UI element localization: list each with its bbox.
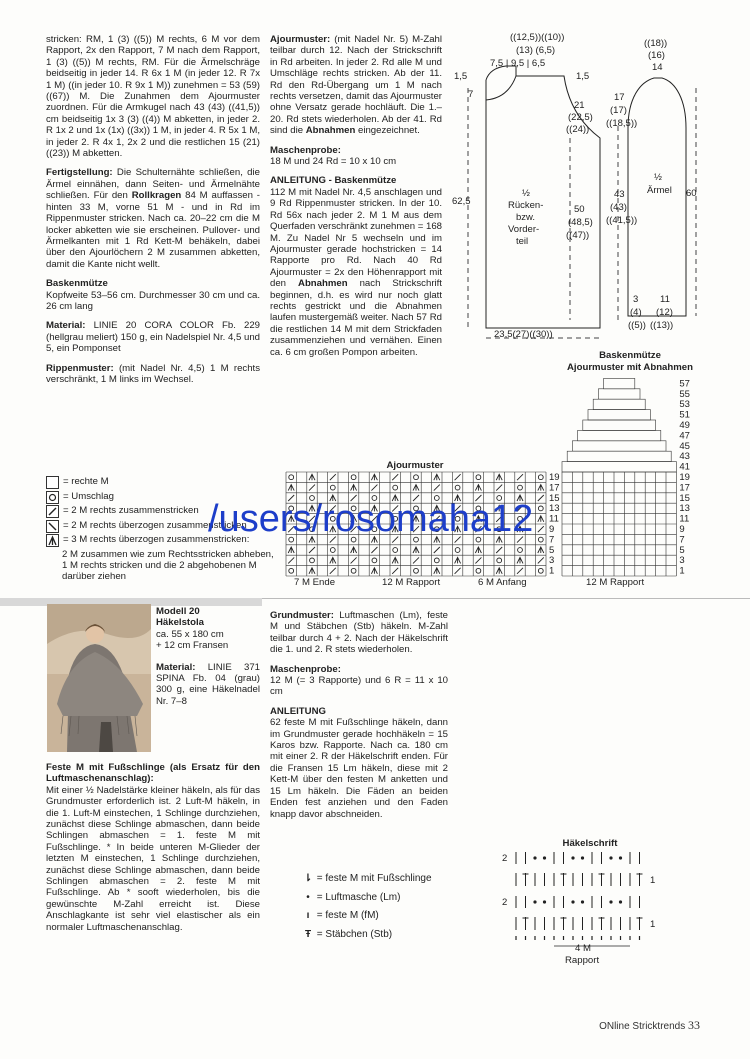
k2tog-mark [413,557,419,563]
rollkragen-heading: Rollkragen [131,190,182,202]
sk2p-mark [288,547,294,553]
dim-b4: (4) [630,307,642,318]
grund-heading: Grundmuster: [270,610,334,621]
legend-text-ssk: = 2 M rechts überzogen zusammenstricken [63,519,247,531]
dim-485: (48,5) [568,217,593,228]
crochet-legend-text-2: = feste M (fM) [316,910,379,921]
label-half-sleeve: ½ [654,172,662,183]
ajour-row-number: 19 [549,472,560,483]
yarn-over-mark [330,485,335,490]
ssk-icon [46,520,59,533]
basken-text: Kopfweite 53–56 cm. Durchmesser 30 cm und ca. 26 cm lang [46,289,260,312]
basken-top-row-number: 41 [679,461,690,473]
yarn-over-mark [538,506,543,511]
crochet-legend-fm [302,907,482,926]
haekel-row-number: 2 [502,897,508,908]
yarn-over-mark [310,558,315,563]
chain-mark [571,900,574,903]
sk2p-mark [413,485,419,491]
k2tog-mark [496,485,502,491]
ajour-row-number: 17 [549,482,560,494]
legend-row-rechte [46,476,276,489]
model-photo [47,604,151,752]
yarn-over-mark [289,568,294,573]
maschenprobe-heading: Maschenprobe: [270,144,341,156]
yarn-over-mark [434,558,439,563]
haekel-title: Häkelschrift [562,838,618,849]
label-aermel: Ärmel [647,185,672,196]
yarn-over-mark [518,548,523,553]
ajour-chart-title: Ajourmuster [386,460,444,471]
basken-pyramid-row [578,430,661,440]
watermark: /users/rosomaha12 [208,498,534,540]
yarn-over-mark [455,485,460,490]
k2tog-icon [46,505,59,518]
sk2p-mark [475,485,481,491]
chain-mark [533,900,536,903]
ajour-bottom-anfang: 6 M Anfang [478,577,527,588]
sk2p-icon [46,534,59,547]
k2tog-mark [288,557,294,563]
yarn-over-mark [414,568,419,573]
ajour-row-number: 9 [549,524,555,535]
yarn-over-mark [351,475,356,480]
dim-s16: (16) [648,50,665,61]
yarn-over-mark [476,568,481,573]
sk2p-mark [288,485,294,491]
basken-chart-subtitle: Ajourmuster mit Abnahmen [567,362,693,373]
chain-mark [609,900,612,903]
basken-row-number: 17 [679,482,690,494]
basken-pyramid-row [562,462,676,472]
basken-top-row-number: 45 [679,440,690,452]
grund-paragraph [270,610,448,656]
k2tog-mark [455,474,461,480]
anleitung-bold: Abnahmen [298,278,348,290]
footer-brand: ONline Stricktrends [599,1021,686,1032]
fm-heading: Feste M mit Fußschlinge (als Ersatz für den Luftmaschenanschlag): [46,762,260,785]
page-footer [599,1018,700,1033]
sk2p-mark [475,547,481,553]
dim-b11: 11 [660,294,670,305]
anl2-text: 62 feste M mit Fußschlinge häkeln, dann im Grundmuster gerade hochhäkeln = 15 Karos bzw. Rapporte. Nach ca. 180 cm mit einer 2. R der Häkelschrift enden. Für die Fransen 15 Lm häkeln, diese mit 2 Kett-M über den festen M anketten und 15 Lm häkeln. Die Fäden an beiden Enden fest anziehen und den Faden knapp davor abschneiden. [270,717,448,820]
sk2p-mark [351,485,357,491]
rippen-paragraph [46,363,260,386]
dim-back-top2: (13) (6,5) [516,45,556,56]
ajour-heading: Ajourmuster: [270,34,331,45]
chain-mark [619,900,622,903]
basken-heading: Baskenmütze [46,278,108,290]
dim-s17b: (17) [610,105,627,116]
dim-s415: ((41,5)) [606,215,638,226]
chain-mark [609,856,612,859]
k2tog-mark [392,474,398,480]
k2tog-mark [496,547,502,553]
sk2p-mark [309,568,315,574]
fertig-text: Die Schulternähte schließen, die Ärmel einnähen, dann Seiten- und Ärmelnähte schließen. Für den [46,167,260,202]
haekel-row-number: 1 [650,875,656,886]
crochet-legend-lm [302,889,482,908]
grund-text: Luftmaschen (Lm), feste M und Stäbchen (Stb) häkeln. M-Zahl teilbar durch 4 + 2. Nach der Häkelschrift die 1. und 2. R stets wiederholen. [270,610,448,656]
ajour-text: (mit Nadel Nr. 5) M-Zahl teilbar durch 12. Nach der Strickschrift in Rd arbeiten. In jeder 2. Rd alle M und Umschläge rechts stricken. Ab der 11. Rd den Rd-Übergang um 1 M nach rechts versetzen, damit das Ajourmuster ohne Versatz gerade hochläuft. Die 1.– 20. Rd stets wiederholen. Ab der 41. Rd sind die [270,34,442,137]
sk2p-mark [538,516,544,522]
material-paragraph [46,320,260,354]
k2tog-mark [309,485,315,491]
k2tog-mark [517,474,523,480]
sk2p-mark [455,557,461,563]
anleitung-text1: 112 M mit Nadel Nr. 4,5 anschlagen und 9 Rd Rippenmuster stricken. In der 10. Rd 56x nach jeder 2. M 1 M aus dem Querfaden verschränkt zunehmen = 168 M. Zu Nadel Nr 5 wechseln und im Ajourmuster gerade hochstricken = 14 Rapporte pro Rd. Nach 40 Rd Ajourmuster = 2x den Höhenrapport mit den [270,186,442,290]
basken-top-row-number: 43 [679,451,690,463]
text-column-left [46,34,260,393]
legend-text-sk2p: = 3 M rechts überzogen zusammenstricken: [63,534,250,545]
basken-pyramid-row [572,441,666,451]
k2tog-mark [371,485,377,491]
mp2-text: 12 M (= 3 Rapporte) und 6 R = 11 x 10 cm [270,675,448,698]
legend-sk2p-detail: 2 M zusammen wie zum Rechtsstricken abheben, 1 M rechts stricken und die 2 abgehobenen M darüber ziehen [62,548,274,583]
yarn-over-icon [46,491,59,504]
basken-row-number: 19 [679,472,690,483]
basken-top-row-number: 51 [679,409,690,421]
dim-s17: 17 [614,92,625,103]
dim-s60: 60 [686,188,697,199]
basken-row-number: 7 [679,534,685,546]
dim-right-15: 1,5 [576,71,590,82]
anl2-paragraph [270,706,448,820]
yarn-over-mark [538,568,543,573]
chain-stitch-icon: • [306,891,310,903]
yarn-over-mark [476,475,481,480]
basken-row-number: 3 [679,555,685,567]
dim-225: (22,5) [568,112,593,123]
dim-s185: ((18,5)) [606,118,638,129]
chain-mark [543,900,546,903]
basken-pyramid-row [567,451,671,461]
basken-top-row-number: 49 [679,420,690,431]
yarn-over-mark [497,558,502,563]
basken-bottom-rapport: 12 M Rapport [586,577,645,588]
k2tog-mark [392,568,398,574]
basken-row-number: 1 [679,565,685,577]
dim-21: 21 [574,100,585,111]
sk2p-mark [351,547,357,553]
yarn-over-mark [289,475,294,480]
anl2-heading: ANLEITUNG [270,705,326,717]
modell-info [156,606,260,707]
chain-mark [619,856,622,859]
k2tog-mark [434,547,440,553]
k2tog-mark [455,568,461,574]
ajour-row-number: 15 [549,492,560,504]
page-number: 33 [688,1018,700,1032]
dim-b3: 3 [633,294,639,305]
yarn-over-mark [393,485,398,490]
yarn-over-mark [351,568,356,573]
sk2p-mark [371,568,377,574]
sk2p-mark [538,485,544,491]
k2tog-mark [351,557,357,563]
modell-material [156,662,260,708]
yarn-over-mark [372,558,377,563]
sk2p-mark [496,474,502,480]
sk2p-mark [434,474,440,480]
chain-mark [581,856,584,859]
dim-s43b: (43) [610,202,627,213]
modell-fransen: + 12 cm Fransen [156,640,229,652]
crochet-legend-fm-fuss [302,870,482,889]
yarn-over-mark [455,548,460,553]
dim-left-15: 1,5 [454,71,468,82]
basken-top-row-number: 57 [679,378,690,390]
basken-pyramid-row [583,420,656,430]
k2tog-mark [371,547,377,553]
sk2p-mark [413,547,419,553]
stola-instructions [270,610,448,828]
knit-stitch-icon [46,476,59,489]
mp2-paragraph [270,664,448,698]
ajour-row-number: 11 [549,513,559,525]
label-half: ½ [522,188,530,199]
basken-row-number: 9 [679,524,685,535]
single-crochet-icon: ı [306,910,310,921]
fertig-heading: Fertigstellung: [46,167,113,179]
dim-625: 62,5 [452,196,471,207]
yarn-over-mark [518,485,523,490]
yarn-over-mark [330,548,335,553]
haekel-row-number: 2 [502,853,508,864]
basken-top-row-number: 53 [679,399,690,411]
yarn-over-mark [538,537,543,542]
basken-pyramid-row [598,389,640,399]
sk2p-mark [517,557,523,563]
ajour-tail: eingezeichnet. [355,125,420,137]
rollkragen-text: 84 M auffassen - hinten 33 M, vorne 51 M - und in Rd im Rippenmuster stricken. Nach ca. 20–22 cm die M locker abketten wie sie erscheinen. Pullover- und Ärmelkanten mit 1 Rd Kett-M behäkeln, dabei über den Ajourlöchern 2 M zusammen abketten, damit die Kante nicht wellt. [46,190,261,270]
crochet-legend-text-3: = Stäbchen (Stb) [316,928,393,940]
sc-foot-icon: ⇂ [303,873,313,884]
dim-b5: ((5)) [628,320,646,331]
k2tog-mark [309,547,315,553]
dim-back-top3: 7,5 | 9,5 | 6,5 [490,58,546,69]
basken-row-number: 13 [679,503,690,515]
sk2p-mark [392,557,398,563]
basken-row-number: 11 [679,513,690,525]
sk2p-mark [496,568,502,574]
k2tog-mark [538,557,544,563]
fm-text: Mit einer ½ Nadelstärke kleiner häkeln, als für das Grundmuster erforderlich ist. 2 Luft-M häkeln, in die 1. Luft-M einstechen, 1 Schlinge durchziehen, zunächst diese Schlinge abmaschen, dann beide Schlingen abmaschen = 1. feste M mit Fußschlinge. * In beide unteren M-Glieder der letzten M einstechen, 1 Schlinge durchziehen, zunächst diese Schlinge abmaschen, dann beide Schlingen abmaschen = 2. feste M mit Fußschlinge. Ab * sooft wiederholen, bis die gewünschte M-Zahl erreicht ist. Diese Anschlagkante ist sehr viel elastischer als ein normaler Luftmaschenanschlag. [46,784,260,933]
chain-mark [543,856,546,859]
maschenprobe-paragraph [270,145,442,168]
sleeve-instructions: stricken: RM, 1 (3) ((5)) M rechts, 6 M vor dem Rapport, 2x den Rapport, 7 M nach dem Rapport, 1 (3) ((5)) M rechts, RM. Für die Ärmelschräge beidseitig in jeder 14. R 6x 1 M (in jeder 12. R 7x 1 M) ((in jeder 10. R 9x 1 M)) zunehmen = 53 (59) ((67)) M. Die Zunahmen dem Ajourmuster zuordnen. Für die Armkugel nach 43 (43) ((41,5)) cm beidseitig 1x 3 (3) ((4)) M abketten, in jeder 2. R 1x 2 und 1x (1x) ((3x)) 1 M, in jeder 4. R 5x 1 M, in jeder 2. R 4x 1, 2x 2 und die restlichen 15 (21) ((23)) M abketten. [46,34,260,160]
basken-chart-title: Baskenmütze [599,350,661,361]
sk2p-mark [330,557,336,563]
yarn-over-mark [393,548,398,553]
haekel-rapport: Rapport [565,955,600,966]
crochet-legend [302,870,482,944]
crochet-legend-text-1: = Luftmasche (Lm) [316,891,401,903]
basken-pyramid-row [588,410,650,420]
sk2p-mark [371,474,377,480]
ajour-row-number: 5 [549,544,555,556]
double-crochet-icon: Ŧ [304,928,312,940]
basken-paragraph [46,278,260,312]
dim-50: 50 [574,204,585,215]
crochet-legend-stb [302,926,482,945]
modell-title: Modell 20 [156,606,200,617]
yarn-over-mark [414,475,419,480]
basken-row-number: 5 [679,544,685,556]
label-vorder: Vorder- [508,224,540,235]
legend-text-umschlag: = Umschlag [63,490,114,502]
material-heading: Material: [46,320,86,332]
garment-schematic [450,28,750,348]
chain-mark [571,856,574,859]
sleeve-piece-outline [628,78,686,316]
material-text: LINIE 20 CORA COLOR Fb. 229 (hellgrau meliert) 150 g, ein Nadelspiel Nr. 4,5 und 5, ein Pomponset [46,320,260,355]
haekel-4m: 4 M [575,943,591,954]
ajour-paragraph [270,34,442,137]
k2tog-mark [330,474,336,480]
label-ruecken: Rücken- [508,200,544,211]
anleitung-paragraph [270,175,442,358]
maschenprobe-text: 18 M und 24 Rd = 10 x 10 cm [270,156,397,168]
legend-text-rechte: = rechte M [63,476,109,487]
dim-b13: ((13)) [650,320,674,331]
legend-text-k2tog: = 2 M rechts zusammenstricken [63,505,199,516]
ajour-bottom-rapport: 12 M Rapport [382,577,441,588]
label-teil: teil [516,236,529,247]
ajour-row-number: 7 [549,534,555,546]
ajour-row-number: 13 [549,503,560,515]
basken-pyramid-row [593,399,645,409]
sk2p-mark [434,568,440,574]
dim-24: ((24)) [566,124,590,135]
k2tog-mark [517,568,523,574]
ajour-bold: Abnahmen [305,125,356,137]
sk2p-mark [538,547,544,553]
dim-left-7: 7 [468,89,474,100]
modell-material-text: LINIE 371 SPINA Fb. 04 (grau) 300 g, eine Häkelnadel Nr. 7–8 [156,661,260,707]
mp2-heading: Maschenprobe: [270,663,341,675]
modell-size: ca. 55 x 180 cm [156,628,224,640]
k2tog-mark [538,526,544,532]
basken-top-row-number: 47 [679,430,690,442]
yarn-over-mark [538,475,543,480]
sk2p-mark [309,474,315,480]
k2tog-mark [434,485,440,491]
basken-pyramid-row [604,378,635,388]
rippen-heading: Rippenmuster: [46,362,114,374]
ajour-row-number: 1 [549,565,555,577]
crochet-legend-text-0: = feste M mit Fußschlinge [316,873,432,884]
chain-mark [533,856,536,859]
dim-s14: 14 [652,62,663,73]
chain-mark [581,900,584,903]
ajour-bottom-ende: 7 M Ende [294,577,336,588]
ajour-row-number: 3 [549,555,555,567]
dim-back-top: ((12,5))((10)) [510,32,565,43]
anleitung-heading: ANLEITUNG - Baskenmütze [270,175,397,187]
dim-s18: ((18)) [644,38,668,49]
anleitung-text2: nach Strickschrift beginnen, d.h. es wird nur noch glatt rechts gestrickt und die Abnahmen laufen mustergemäß weiter. Nach 57 Rd die restlichen 14 M mit dem Strickfaden zusammenziehen und vernähen. Einen ca. 6 cm großen Pompon arbeiten. [270,278,442,358]
k2tog-mark [330,568,336,574]
fertigstellung-paragraph [46,167,260,270]
modell-material-heading: Material: [156,661,196,673]
text-column-middle [270,34,442,366]
rippen-text: (mit Nadel Nr. 4,5) 1 M rechts verschränkt, 1 M links im Wechsel. [46,362,260,385]
modell-name: Häkelstola [156,617,204,629]
dim-s43: 43 [614,189,625,200]
dim-47: ((47)) [566,230,590,241]
k2tog-mark [475,557,481,563]
haekel-row-number: 1 [650,919,656,930]
dim-bottom: 23,5(27)((30)) [494,329,553,340]
dim-b12: (12) [656,307,673,318]
k2tog-mark [538,495,544,501]
fm-paragraph [46,762,260,933]
label-bzw: bzw. [516,212,536,223]
basken-row-number: 15 [679,492,690,504]
basken-top-row-number: 55 [679,388,690,400]
